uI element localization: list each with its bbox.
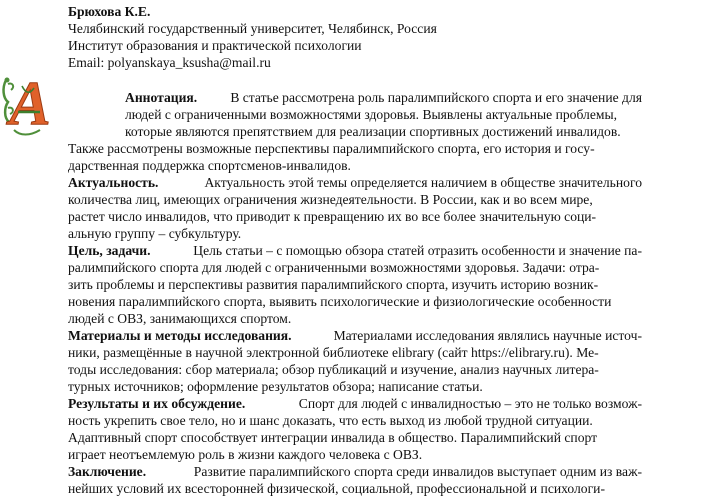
conclusion-line-1: Заключение. Развитие паралимпийского спорта среди инвалидов выступает одним из важ- — [68, 464, 642, 479]
results-line-2: ность укрепить свое тело, но и шанс доказать, что есть выход из любой трудной ситуации. — [68, 413, 593, 428]
methods-label: Материалы и методы исследования. — [68, 328, 292, 343]
results-line-4: играет неотъемлемую роль в жизни каждого человека с ОВЗ. — [68, 447, 423, 462]
abstract-line-2: людей с ограниченными возможностями здоровья. Выявлены актуальные проблемы, — [125, 107, 617, 122]
abstract-line-3: которые являются препятствием для реализации спортивных достижений инвалидов. — [125, 124, 621, 139]
relevance-label: Актуальность. — [68, 175, 159, 190]
article-page — [68, 3, 642, 497]
methods-line-1: Материалы и методы исследования. Материалами исследования являлись научные источ- — [68, 328, 642, 343]
conclusion-line-2: нейших условий их всесторонней физической, социальной, профессиональной и психологи- — [68, 481, 605, 496]
methods-line-2: ники, размещённые в научной электронной библиотеке elibrary (сайт https://elibrary.ru). Ме- — [68, 345, 599, 360]
conclusion-label: Заключение. — [68, 464, 147, 479]
methods-line-3: тоды исследования: сбор материала; обзор публикаций и изучение, анализ научных литера- — [68, 362, 599, 377]
abstract-text-1: В статье рассмотрена роль паралимпийского спорта и его значение для — [230, 90, 642, 105]
abstract-line-4: Также рассмотрены возможные перспективы паралимпийского спорта, его история и госу- — [68, 141, 595, 156]
relevance-line-4: альную группу – субкультуру. — [68, 226, 242, 241]
goal-line-2: ралимпийского спорта для людей с ограниченными возможностями здоровья. Задачи: отра- — [68, 260, 600, 275]
affiliation-institute: Институт образования и практической психологии — [68, 38, 362, 53]
goal-label: Цель, задачи. — [68, 243, 151, 258]
affiliation-university: Челябинский государственный университет, Челябинск, Россия — [68, 21, 437, 36]
relevance-line-3: растет число инвалидов, что приводит к превращению их во все более значительную соци- — [68, 209, 597, 224]
abstract-label: Аннотация. — [125, 90, 198, 105]
goal-line-5: людей с ОВЗ, занимающихся спортом. — [68, 311, 292, 326]
goal-line-3: зить проблемы и перспективы развития паралимпийского спорта, изучить историю возник- — [68, 277, 599, 292]
goal-line-1: Цель, задачи. Цель статьи – с помощью обзора статей отразить особенности и значение па- — [68, 243, 642, 258]
abstract-line-5: дарственная поддержка спортсменов-инвалидов. — [68, 158, 351, 173]
dropcap-letter-a — [0, 72, 52, 138]
results-label: Результаты и их обсуждение. — [68, 396, 246, 411]
results-line-3: Адаптивный спорт способствует интеграции инвалида в общество. Паралимпийский спорт — [68, 430, 598, 445]
dropcap-glyph: А — [9, 72, 51, 138]
author-name: Брюхова К.Е. — [68, 4, 151, 19]
relevance-line-1: Актуальность. Актуальность этой темы определяется наличием в обществе значительного — [68, 175, 642, 190]
methods-line-4: турных источников; оформление результатов обзора; написание статьи. — [68, 379, 483, 394]
relevance-line-2: количества лиц, имеющих ограничения жизнедеятельности. В России, как и во всем мире, — [68, 192, 593, 207]
abstract-line-1 — [68, 89, 642, 106]
results-line-1: Результаты и их обсуждение. Спорт для людей с инвалидностью – это не только возмож- — [68, 396, 642, 411]
author-email: Email: polyanskaya_ksusha@mail.ru — [68, 55, 271, 70]
goal-line-4: новения паралимпийского спорта, выявить психологические и физиологические особенности — [68, 294, 612, 309]
